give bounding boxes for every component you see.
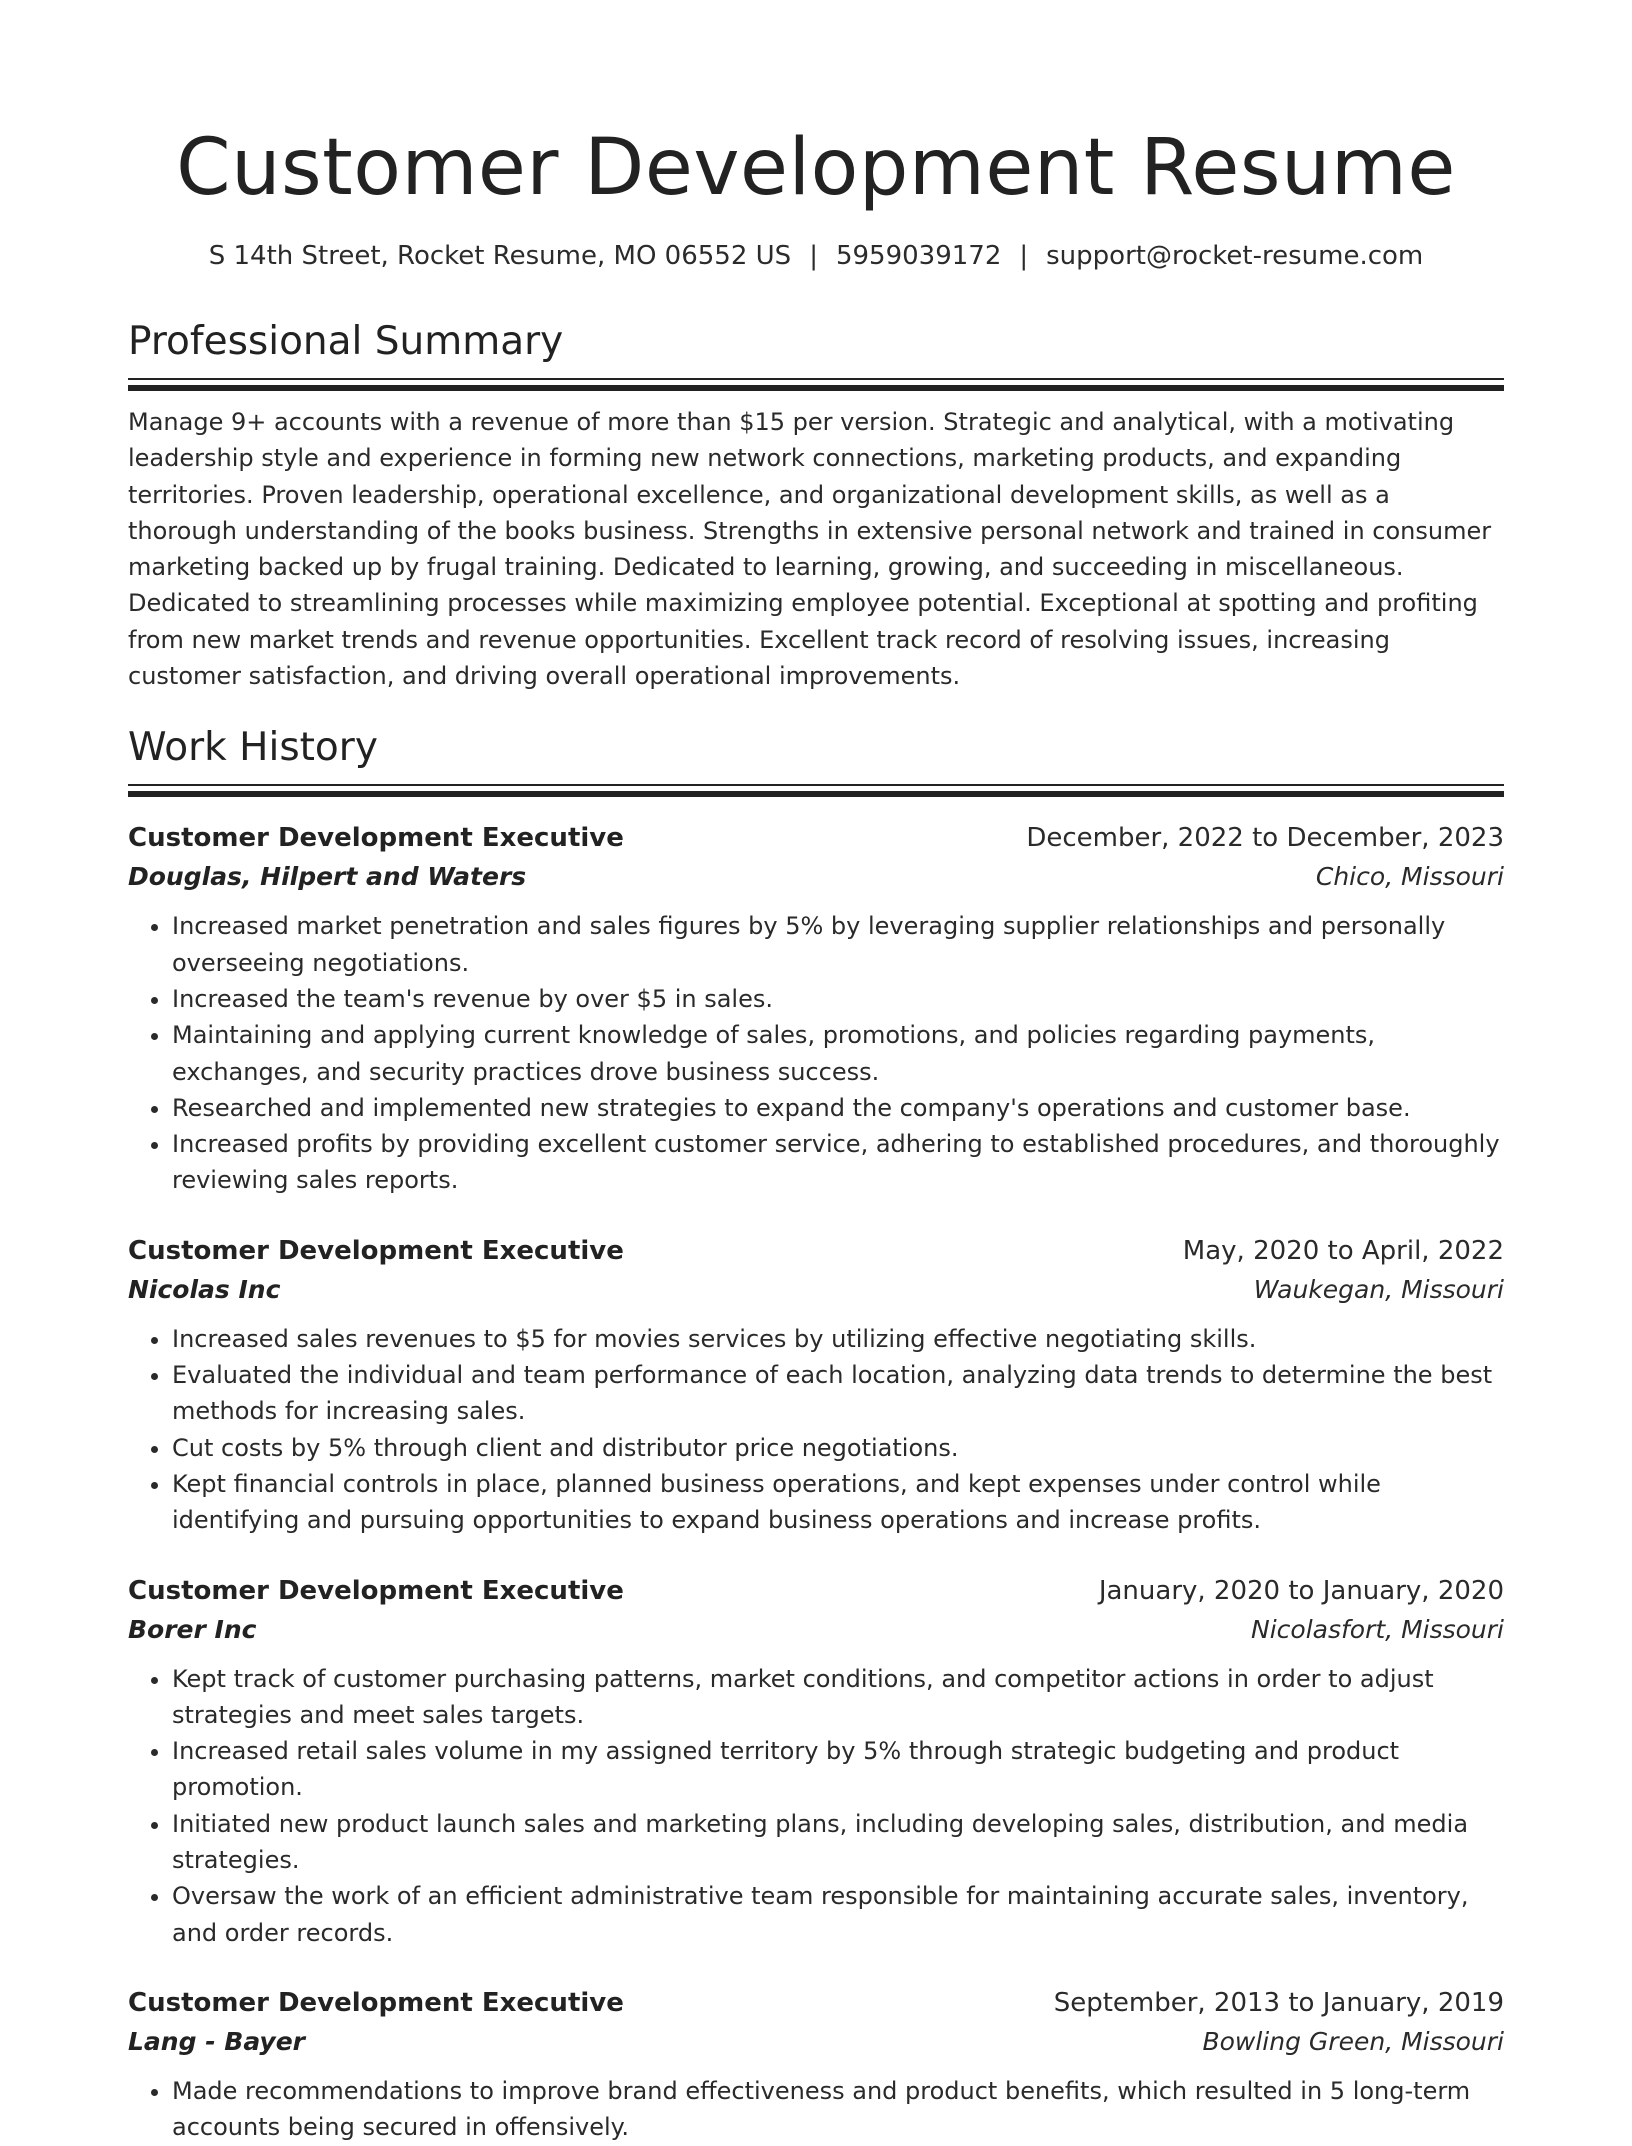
contact-phone: 5959039172 <box>835 241 1002 271</box>
job-dates: September, 2013 to January, 2019 <box>1053 1987 1504 2018</box>
job-bullets <box>128 1321 1504 1539</box>
job-dates: May, 2020 to April, 2022 <box>1182 1235 1504 1266</box>
job-dates: January, 2020 to January, 2020 <box>1098 1575 1504 1606</box>
job-bullet: • Researched and implemented new strategies to expand the company's operations and customer base. <box>172 1090 1504 1126</box>
job-location: Waukegan, Missouri <box>1253 1274 1504 1304</box>
job-bullets <box>128 908 1504 1198</box>
summary-text: Manage 9+ accounts with a revenue of more than $15 per version. Strategic and analytical, with a motivating leadership style and experience in forming new network connections, marketing products, and expanding territories. Proven leadership, operational excellence, and organizational development skills, as well as a thorough understanding of the books business. Strengths in extensive personal network and trained in consumer marketing backed up by frugal training. Dedicated to learning, growing, and succeeding in miscellaneous. Dedicated to streamlining processes while maximizing employee potential. Exceptional at spotting and profiting from new market trends and revenue opportunities. Excellent track record of resolving issues, increasing customer satisfaction, and driving overall operational improvements. <box>128 408 1492 691</box>
job-bullet: • Increased the team's revenue by over $5 in sales. <box>172 981 1504 1017</box>
job-bullet: • Increased market penetration and sales figures by 5% by leveraging supplier relationships and personally overseeing negotiations. <box>172 908 1504 981</box>
job-location: Nicolasfort, Missouri <box>1251 1614 1504 1644</box>
job-bullet: • Cut costs by 5% through client and distributor price negotiations. <box>172 1430 1504 1466</box>
professional-summary-section <box>128 316 1504 694</box>
job-bullet: • Oversaw the work of an efficient administrative team responsible for maintaining accurate sales, inventory, and order records. <box>172 1878 1504 1951</box>
job-company: Lang - Bayer <box>128 2026 306 2056</box>
contact-line <box>128 236 1504 276</box>
job-dates: December, 2022 to December, 2023 <box>1026 823 1504 854</box>
job-entry <box>128 818 1504 1198</box>
contact-email: support@rocket-resume.com <box>1046 241 1424 271</box>
job-bullets <box>128 2073 1504 2146</box>
resume-title: Customer Development Resume <box>176 123 1456 213</box>
job-title: Customer Development Executive <box>128 1987 624 2018</box>
job-location: Bowling Green, Missouri <box>1202 2026 1504 2056</box>
job-entry <box>128 1983 1504 2146</box>
job-bullet: • Kept track of customer purchasing patterns, market conditions, and competitor actions in order to adjust strategies and meet sales targets. <box>172 1661 1504 1734</box>
job-company: Douglas, Hilpert and Waters <box>128 862 527 892</box>
job-title: Customer Development Executive <box>128 1235 624 1266</box>
section-heading-summary: Professional Summary <box>128 319 564 364</box>
job-entry <box>128 1571 1504 1951</box>
job-bullet: • Kept financial controls in place, planned business operations, and kept expenses under control while identifying and pursuing opportunities to expand business operations and increase profits. <box>172 1466 1504 1539</box>
job-entry <box>128 1231 1504 1539</box>
job-company: Borer Inc <box>128 1614 257 1644</box>
job-title: Customer Development Executive <box>128 1575 624 1606</box>
job-bullet: • Made recommendations to improve brand effectiveness and product benefits, which resulted in 5 long-term accounts being secured in offensively. <box>172 2073 1504 2146</box>
contact-separator: | <box>1019 241 1029 271</box>
job-bullets <box>128 1661 1504 1951</box>
job-title: Customer Development Executive <box>128 823 624 854</box>
work-history-section <box>128 722 1504 2145</box>
contact-separator: | <box>809 241 818 271</box>
job-bullet: • Increased profits by providing excellent customer service, adhering to established procedures, and thoroughly reviewing sales reports. <box>172 1126 1504 1199</box>
job-bullet: • Increased sales revenues to $5 for movies services by utilizing effective negotiating skills. <box>172 1321 1504 1357</box>
job-location: Chico, Missouri <box>1315 862 1504 892</box>
section-heading-work: Work History <box>128 725 378 771</box>
job-bullet: • Initiated new product launch sales and marketing plans, including developing sales, distribution, and media strategies. <box>172 1806 1504 1879</box>
contact-address: S 14th Street, Rocket Resume, MO 06552 US <box>208 241 792 271</box>
job-bullet: • Evaluated the individual and team performance of each location, analyzing data trends to determine the best methods for increasing sales. <box>172 1357 1504 1430</box>
section-divider <box>128 784 1504 798</box>
job-company: Nicolas Inc <box>128 1274 281 1304</box>
section-divider <box>128 378 1504 392</box>
job-bullet: • Maintaining and applying current knowledge of sales, promotions, and policies regarding payments, exchanges, and security practices drove business success. <box>172 1017 1504 1090</box>
job-bullet: • Increased retail sales volume in my assigned territory by 5% through strategic budgeting and product promotion. <box>172 1733 1504 1806</box>
